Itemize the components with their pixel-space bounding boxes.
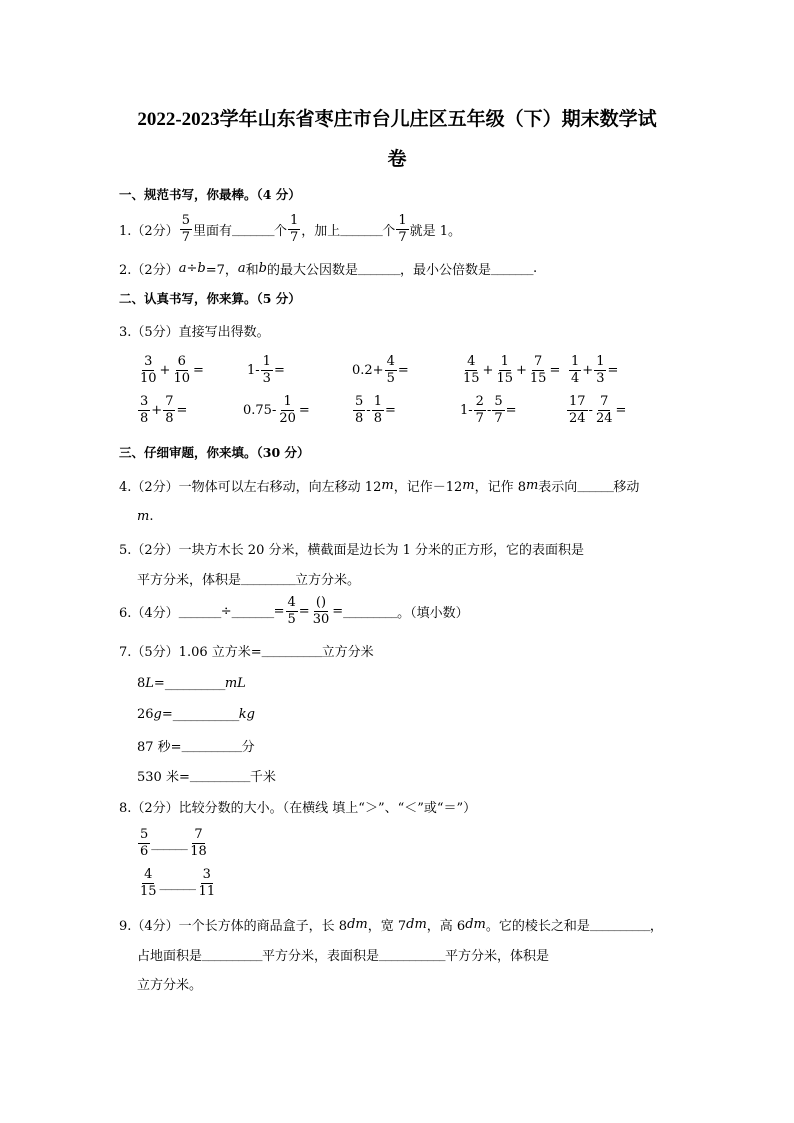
fraction-numerator: 4 bbox=[386, 353, 395, 369]
text: 1.（2分） bbox=[119, 223, 179, 239]
fraction-denominator: 3 bbox=[262, 370, 271, 386]
answer-blank: ______ bbox=[577, 477, 614, 493]
math-variable: m bbox=[381, 477, 394, 493]
fraction-denominator: 24 bbox=[569, 410, 586, 426]
fraction-denominator: 7 bbox=[181, 229, 190, 245]
fraction bbox=[567, 395, 588, 426]
fraction-denominator: 15 bbox=[496, 370, 513, 386]
fraction-denominator: 6 bbox=[140, 843, 149, 859]
fraction bbox=[311, 596, 332, 627]
text: 530 米= bbox=[137, 769, 190, 785]
fraction-denominator: 10 bbox=[173, 370, 190, 386]
text: 6.（4分） bbox=[119, 605, 179, 621]
answer-blank: _______ bbox=[340, 221, 383, 237]
text: 立方分米。 bbox=[137, 977, 203, 993]
fraction-numerator: 4 bbox=[287, 594, 296, 610]
text: + bbox=[582, 362, 594, 378]
fraction-numerator: 3 bbox=[202, 866, 211, 882]
fraction-numerator: 7 bbox=[534, 353, 543, 369]
text: 0.75- bbox=[243, 402, 277, 418]
question-1 bbox=[119, 212, 461, 246]
text: 和 bbox=[245, 262, 259, 278]
text: ，记作－12 bbox=[393, 479, 463, 495]
section-3-heading bbox=[119, 435, 310, 469]
text: ，最小公倍数是 bbox=[399, 262, 491, 278]
text: 移动 bbox=[613, 479, 640, 495]
text: = bbox=[193, 362, 204, 378]
text: 三、仔细审题，你来填。（30 分） bbox=[119, 445, 310, 460]
question-9 bbox=[119, 907, 663, 941]
fraction-numerator: 3 bbox=[144, 353, 153, 369]
fraction bbox=[396, 214, 408, 245]
question-5 bbox=[119, 531, 584, 565]
text: ，宽 7 bbox=[367, 918, 407, 934]
calc-expression bbox=[566, 393, 626, 427]
fraction-denominator: 18 bbox=[190, 843, 207, 859]
question-7-item bbox=[137, 728, 255, 762]
fraction-denominator: 20 bbox=[279, 410, 296, 426]
answer-blank: _______ bbox=[231, 603, 274, 619]
math-variable: kg bbox=[238, 706, 255, 722]
fraction bbox=[138, 355, 159, 386]
math-variable: dm bbox=[465, 916, 486, 932]
fraction-numerator: 2 bbox=[475, 393, 484, 409]
text: 的最大公因数是 bbox=[266, 262, 358, 278]
fraction-denominator: 5 bbox=[386, 370, 395, 386]
text: + bbox=[151, 402, 163, 418]
calc-expression bbox=[247, 353, 285, 387]
answer-blank: _______ bbox=[491, 260, 533, 276]
fraction-denominator: 15 bbox=[140, 883, 157, 899]
fraction bbox=[528, 355, 549, 386]
text: 4.（2分）一物体可以左右移动，向左移动 12 bbox=[119, 479, 382, 495]
fraction bbox=[492, 395, 504, 426]
text: - bbox=[366, 402, 371, 418]
math-variable: dm bbox=[406, 916, 427, 932]
answer-blank: _______ bbox=[178, 603, 221, 619]
fraction bbox=[197, 868, 218, 899]
text: ÷ bbox=[220, 603, 232, 619]
text: + bbox=[516, 362, 527, 378]
text: = bbox=[397, 362, 409, 378]
text: 就是 1。 bbox=[409, 223, 461, 239]
answer-blank: _______ bbox=[231, 221, 274, 237]
fraction bbox=[594, 395, 615, 426]
text: 二、认真书写，你来算。（5 分） bbox=[119, 291, 301, 306]
text: - bbox=[588, 402, 593, 418]
answer-blank: _______ bbox=[357, 260, 400, 276]
math-variable: m bbox=[525, 477, 539, 493]
fraction bbox=[286, 596, 298, 627]
fraction bbox=[261, 355, 273, 386]
text: ，记作 8 bbox=[474, 479, 526, 495]
text: = bbox=[607, 362, 619, 378]
text: 1- bbox=[460, 402, 473, 418]
fraction-numerator: 5 bbox=[494, 393, 503, 409]
fraction-numerator: 4 bbox=[144, 866, 153, 882]
calc-expression bbox=[460, 353, 560, 387]
question-2 bbox=[119, 251, 537, 285]
text: - bbox=[486, 402, 492, 418]
text: 。它的棱长之和是 bbox=[485, 918, 590, 934]
text: + bbox=[482, 362, 494, 378]
fraction bbox=[474, 395, 486, 426]
text: 8.（2分）比较分数的大小。（在横线 填上“＞”、“＜”或“＝”） bbox=[119, 800, 477, 816]
text: ，高 6 bbox=[426, 918, 466, 934]
fraction-numerator: () bbox=[315, 594, 327, 610]
fraction bbox=[188, 828, 209, 859]
text: 26 bbox=[137, 706, 154, 722]
text: 2.（2分） bbox=[119, 262, 179, 278]
fraction-numerator: 5 bbox=[140, 826, 149, 842]
text: ，加上 bbox=[301, 223, 341, 239]
fraction-numerator: 1 bbox=[283, 393, 292, 409]
question-9-cont bbox=[137, 966, 202, 1000]
calc-expression bbox=[137, 393, 187, 427]
text: 5.（2分）一块方木长 20 分米，横截面是边长为 1 分米的正方形，它的表面积是 bbox=[119, 542, 585, 558]
question-7-item bbox=[137, 697, 255, 731]
text: = bbox=[298, 402, 310, 418]
question-7-item bbox=[137, 666, 246, 700]
fraction bbox=[288, 214, 300, 245]
answer-blank: _________ bbox=[343, 603, 398, 619]
text: = bbox=[615, 402, 627, 418]
fraction-numerator: 5 bbox=[181, 212, 190, 228]
fraction-denominator: 7 bbox=[475, 410, 484, 426]
text: 分 bbox=[241, 739, 255, 755]
fraction-denominator: 3 bbox=[596, 370, 605, 386]
fraction-denominator: 11 bbox=[198, 883, 216, 899]
calc-expression bbox=[137, 353, 204, 387]
math-variable: a bbox=[178, 260, 187, 276]
answer-blank: ___________ bbox=[172, 706, 239, 722]
fraction-numerator: 7 bbox=[165, 393, 174, 409]
fraction bbox=[138, 395, 150, 426]
text: ÷ bbox=[186, 260, 198, 276]
answer-blank: __________ bbox=[202, 946, 263, 962]
fraction bbox=[569, 355, 581, 386]
text: 立方分米 bbox=[321, 644, 374, 660]
fraction-denominator: 8 bbox=[140, 410, 149, 426]
text: = bbox=[161, 706, 173, 722]
answer-blank: __________ bbox=[181, 737, 242, 753]
text: 平方分米，体积是 bbox=[445, 948, 550, 964]
text: = bbox=[153, 675, 165, 691]
section-1-heading bbox=[119, 177, 301, 211]
text: + bbox=[159, 362, 171, 378]
text: = bbox=[549, 362, 561, 378]
text: 87 秒= bbox=[137, 739, 182, 755]
text: . bbox=[149, 508, 154, 524]
fraction bbox=[494, 355, 515, 386]
fraction-denominator: 5 bbox=[287, 611, 296, 627]
answer-blank: __________ bbox=[261, 642, 322, 658]
exam-title-line2: 卷 bbox=[387, 149, 407, 170]
fraction-numerator: 7 bbox=[600, 393, 609, 409]
text: = bbox=[176, 402, 188, 418]
answer-blank: ______ bbox=[151, 835, 188, 851]
math-variable: dm bbox=[347, 916, 368, 932]
fraction-numerator: 1 bbox=[398, 212, 407, 228]
text: = bbox=[384, 402, 396, 418]
fraction-numerator: 1 bbox=[290, 212, 299, 228]
calc-expression bbox=[568, 353, 618, 387]
question-5-cont bbox=[137, 561, 360, 595]
text: 0.2+ bbox=[352, 362, 384, 378]
math-variable: m bbox=[462, 477, 475, 493]
question-8 bbox=[119, 789, 476, 823]
fraction-denominator: 15 bbox=[463, 370, 480, 386]
fraction-denominator: 7 bbox=[398, 229, 407, 245]
calc-expression bbox=[352, 353, 409, 387]
math-variable: b bbox=[258, 260, 267, 276]
text: 表示向 bbox=[538, 479, 578, 495]
fraction bbox=[171, 355, 192, 386]
calc-expression bbox=[243, 393, 310, 427]
answer-blank: ______ bbox=[159, 875, 196, 891]
section-2-heading bbox=[119, 281, 301, 315]
text: 立方分米。 bbox=[295, 572, 361, 588]
text: 个 bbox=[382, 223, 396, 239]
text: 。（填小数） bbox=[397, 605, 469, 621]
fraction-numerator: 3 bbox=[140, 393, 149, 409]
fraction-numerator: 17 bbox=[569, 393, 586, 409]
answer-blank: __________ bbox=[589, 916, 650, 932]
fraction bbox=[163, 395, 175, 426]
fraction bbox=[180, 214, 192, 245]
math-variable: m bbox=[137, 508, 150, 524]
text: ， bbox=[649, 918, 663, 934]
fraction-denominator: 30 bbox=[312, 611, 330, 627]
text: 9.（4分）一个长方体的商品盒子，长 8 bbox=[119, 918, 348, 934]
text: 1- bbox=[247, 362, 260, 378]
math-variable: b bbox=[197, 260, 206, 276]
fraction-numerator: 1 bbox=[500, 353, 509, 369]
fraction bbox=[277, 395, 298, 426]
text: . bbox=[533, 260, 538, 276]
fraction-denominator: 24 bbox=[595, 410, 613, 426]
text: 个 bbox=[273, 223, 287, 239]
text: = bbox=[505, 402, 517, 418]
question-3 bbox=[119, 313, 270, 347]
fraction-denominator: 7 bbox=[290, 229, 299, 245]
text: 占地面积是 bbox=[137, 948, 203, 964]
question-7-item bbox=[137, 758, 276, 792]
calc-expression bbox=[352, 393, 396, 427]
fraction-denominator: 4 bbox=[571, 370, 580, 386]
math-variable: g bbox=[153, 706, 162, 722]
fraction-numerator: 1 bbox=[262, 353, 271, 369]
text: 平方分米，体积是 bbox=[137, 572, 242, 588]
fraction-denominator: 8 bbox=[165, 410, 174, 426]
question-4-cont bbox=[137, 499, 153, 533]
math-variable: a bbox=[237, 260, 246, 276]
text: 里面有 bbox=[192, 223, 232, 239]
fraction-denominator: 8 bbox=[373, 410, 382, 426]
fraction bbox=[385, 355, 397, 386]
fraction-numerator: 4 bbox=[467, 353, 476, 369]
question-4 bbox=[119, 468, 639, 502]
text: =7， bbox=[205, 262, 238, 278]
fraction-numerator: 7 bbox=[194, 826, 203, 842]
fraction bbox=[594, 355, 606, 386]
answer-blank: ___________ bbox=[379, 946, 446, 962]
question-8-compare bbox=[137, 866, 218, 900]
text: = bbox=[273, 362, 285, 378]
text: = bbox=[273, 603, 285, 619]
text: = bbox=[298, 603, 310, 619]
fraction-denominator: 10 bbox=[140, 370, 157, 386]
fraction-numerator: 1 bbox=[571, 353, 580, 369]
calc-expression bbox=[460, 393, 517, 427]
text: = bbox=[332, 603, 344, 619]
fraction bbox=[461, 355, 482, 386]
fraction bbox=[372, 395, 384, 426]
fraction-numerator: 6 bbox=[177, 353, 186, 369]
fraction bbox=[138, 828, 150, 859]
exam-title-line1: 2022-2023学年山东省枣庄市台儿庄区五年级（下）期末数学试 bbox=[137, 109, 657, 130]
fraction bbox=[138, 868, 159, 899]
question-6 bbox=[119, 594, 469, 628]
fraction bbox=[353, 395, 365, 426]
fraction-denominator: 15 bbox=[529, 370, 547, 386]
answer-blank: __________ bbox=[189, 767, 250, 783]
text: 一、规范书写，你最棒。（4 分） bbox=[119, 187, 301, 202]
question-7 bbox=[119, 633, 374, 667]
text: 平方分米，表面积是 bbox=[262, 948, 380, 964]
text: 千米 bbox=[249, 769, 276, 785]
math-variable: mL bbox=[224, 675, 246, 691]
answer-blank: _________ bbox=[241, 570, 296, 586]
fraction-numerator: 1 bbox=[373, 393, 382, 409]
question-8-compare bbox=[137, 826, 210, 860]
math-variable: L bbox=[145, 675, 154, 691]
fraction-numerator: 1 bbox=[596, 353, 605, 369]
text: 8 bbox=[137, 675, 146, 691]
fraction-numerator: 5 bbox=[355, 393, 364, 409]
answer-blank: __________ bbox=[164, 675, 225, 691]
text: 3.（5分）直接写出得数。 bbox=[119, 324, 270, 340]
text: 7.（5分）1.06 立方米= bbox=[119, 644, 262, 660]
fraction-denominator: 8 bbox=[355, 410, 364, 426]
fraction-denominator: 7 bbox=[494, 410, 503, 426]
